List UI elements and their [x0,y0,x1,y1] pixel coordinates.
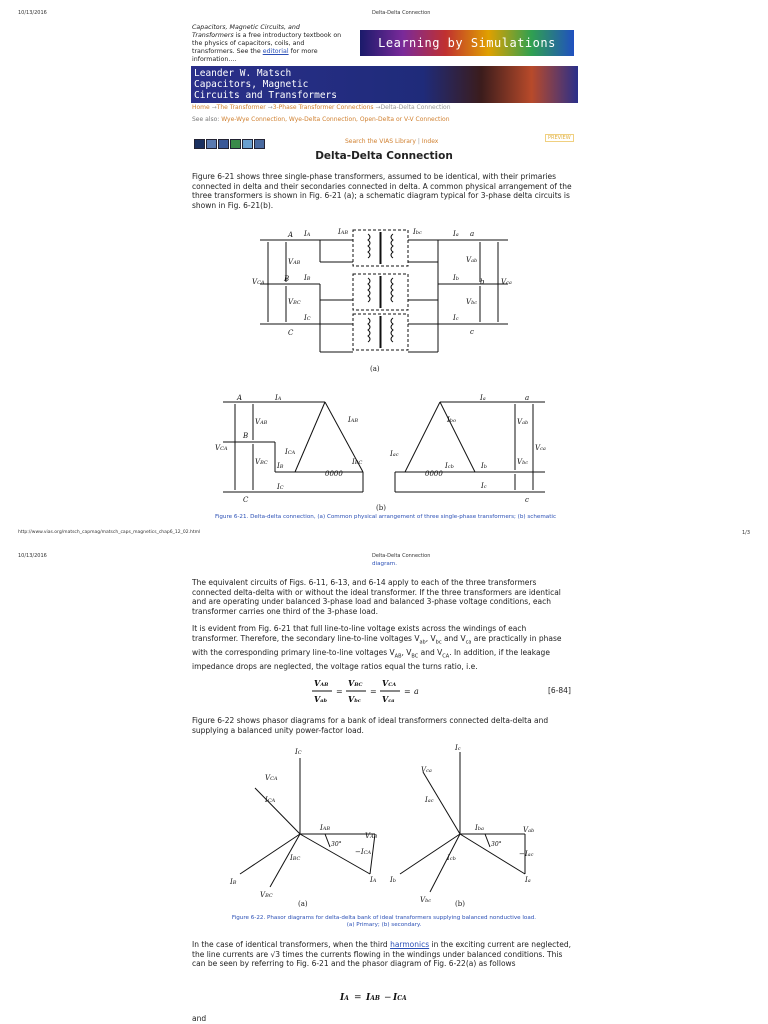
see-also: See also: Wye-Wye Connection, Wye-Delta Connection, Open-Delta or V-V Connection [192,116,450,123]
svg-text:Vab: Vab [523,826,535,834]
figure-6-22-diagram [225,742,555,910]
svg-text:VCA: VCA [382,678,397,688]
svg-text:Vca: Vca [535,444,546,452]
svg-text:IAB: IAB [366,993,380,1003]
svg-text:b: b [480,278,485,286]
breadcrumb-current: Delta-Delta Connection [380,104,451,111]
svg-text:c: c [525,496,529,504]
share-icon-1[interactable] [194,139,205,149]
svg-text:−ICA: −ICA [355,848,372,856]
svg-text:Vca: Vca [501,278,512,286]
svg-text:IC: IC [304,314,311,322]
equation-line-current [338,988,418,1004]
svg-text:Icb: Icb [447,854,456,862]
and-text: and [192,1014,207,1023]
svg-text:VCA: VCA [215,444,228,452]
preview-badge[interactable]: PREVIEW [545,134,574,142]
figure-6-21a-label: (a) [370,365,380,373]
svg-text:VBC: VBC [348,678,363,688]
simulations-banner[interactable] [360,30,574,56]
breadcrumb-transformer[interactable]: The Transformer [216,104,266,111]
svg-text:Ib: Ib [481,462,487,470]
svg-text:VBC: VBC [255,458,268,466]
svg-text:VCA: VCA [265,774,278,782]
book-title-line2: Circuits and Transformers [194,90,337,101]
svg-text:Ic: Ic [453,314,459,322]
svg-text:Ia: Ia [525,876,531,884]
svg-text:IA: IA [304,230,311,238]
breadcrumb-home[interactable]: Home [192,104,210,111]
paragraph-3: It is evident from Fig. 6-21 that full line-to-line voltage exists across the windings of each transformer. Therefore, the secondary line-to-line voltages $V_{ab}$, $V_{bc}$ and $V_{ca}$ are practically in phase with the corresponding primary line-to-line voltages $V_{AB}$, $V_{BC}$ and $V_{CA}$. In addition, if the leakage impedance drops are neglected, the voltage ratios equal the turns ratio, i.e. [192,624,562,671]
svg-text:IC: IC [295,748,302,756]
paragraph-5: In the case of identical transformers, when the third harmonics in the exciting current are neglected, the line currents are √3 times the currents flowing in the windings under balanced conditions. This can be seen by referring to Fig. 6-21 and the phasor diagram of Fig. 6-22(a) as follows [192,940,571,969]
svg-text:Ibo: Ibo [447,416,456,424]
svg-text:A: A [237,394,243,402]
book-banner[interactable] [191,66,578,103]
svg-text:Ibc: Ibc [413,228,422,236]
svg-text:IBC: IBC [290,854,301,862]
svg-text:IAB: IAB [348,416,359,424]
paragraph-2: The equivalent circuits of Figs. 6-11, 6-13, and 6-14 apply to each of the three transformers connected delta-delta with or without the ideal transformer. If the three transformers are identical and are operating under balanced 3-phase load and balanced 3-phase voltage conditions, each transformer carries one third of the 3-phase load. [192,578,561,616]
simulations-banner-text: Learning by Simulations [378,36,556,50]
svg-text:VCA: VCA [252,278,265,286]
print-title: Delta-Delta Connection [372,10,431,16]
print-footer-page: 1/3 [742,530,751,536]
svg-text:B: B [243,432,249,440]
editorial-link[interactable]: editorial [262,48,289,55]
svg-text:Vab: Vab [466,256,478,264]
svg-text:Vca: Vca [382,694,395,704]
svg-text:Vab: Vab [314,694,327,704]
svg-text:IA: IA [340,993,349,1003]
equation-6-84 [310,674,430,708]
svg-text:−: − [384,993,392,1003]
svg-text:=: = [336,687,343,696]
svg-text:=: = [404,687,411,696]
svg-text:ICA: ICA [265,796,276,804]
index-link[interactable]: Index [421,138,439,145]
svg-text:ICA: ICA [393,993,407,1003]
svg-text:Ia: Ia [480,394,486,402]
svg-text:Ic: Ic [481,482,487,490]
svg-text:Icb: Icb [445,462,454,470]
svg-text:c: c [470,328,474,336]
svg-text:VAB: VAB [288,258,301,266]
caption-continued: diagram. [372,561,398,567]
svg-text:VAB: VAB [314,678,329,688]
svg-text:B: B [284,275,290,283]
svg-text:IAB: IAB [320,824,331,832]
figure-6-21b-label: (b) [376,504,386,512]
svg-text:IA: IA [370,876,377,884]
twitter-icon[interactable] [242,139,253,149]
print-date-2: 10/13/2016 [18,553,47,559]
print-date: 10/13/2016 [18,10,47,16]
facebook-icon[interactable] [218,139,229,149]
breadcrumb-3phase[interactable]: 3-Phase Transformer Connections [272,104,374,111]
svg-text:IAB: IAB [338,228,349,236]
svg-text:Iac: Iac [425,796,434,804]
svg-text:VBC: VBC [260,891,273,899]
equation-number: [6-84] [548,686,571,695]
see-also-links[interactable]: Wye-Wye Connection, Wye-Delta Connection, Open-Delta or V-V Connection [221,116,450,123]
figure-6-22a-label: (a) [298,900,308,908]
svg-text:Vca: Vca [421,766,432,774]
svg-text:IC: IC [277,483,284,491]
figure-6-22-caption: Figure 6-22. Phasor diagrams for delta-delta bank of ideal transformers supplying balanced nonductive load. (a) Primary; (b) secondary. [231,915,537,928]
paragraph-4: Figure 6-22 shows phasor diagrams for a bank of ideal transformers connected delta-delta and supplying a balanced unity power-factor load. [192,716,549,735]
svg-text:a: a [470,230,475,238]
svg-text:=: = [354,993,362,1003]
svg-text:Vab: Vab [517,418,529,426]
print-footer-url: http://www.vias.org/matsch_capmag/matsch_caps_magnetics_chap6_12_02.html [18,530,201,535]
svg-text:Ib: Ib [390,876,396,884]
svg-text:0000: 0000 [325,470,343,478]
svg-text:VBC: VBC [288,298,301,306]
share-icon-4[interactable] [230,139,241,149]
svg-text:Vbc: Vbc [517,458,529,466]
paragraph-1: Figure 6-21 shows three single-phase transformers, assumed to be identical, with their primaries connected in delta and their secondaries connected in delta. A common physical arrangement of the three transformers is shown in Fig. 6-21 (a); a schematic diagram typical for 3-phase delta circuits is shown in Fig. 6-21(b). [192,172,572,210]
svg-text:IB: IB [304,274,311,282]
print-icon[interactable] [206,139,217,149]
svg-text:C: C [288,329,294,337]
svg-text:IA: IA [275,394,282,402]
svg-text:0000: 0000 [425,470,443,478]
breadcrumb: Home →The Transformer →3-Phase Transformer Connections →Delta-Delta Connection [192,104,451,111]
page-title: Delta-Delta Connection [315,150,453,162]
svg-text:C: C [243,496,249,504]
svg-text:A: A [288,231,294,239]
figure-6-22b-label: (b) [455,900,465,908]
svg-text:Vbc: Vbc [420,896,432,904]
svg-text:30°: 30° [491,841,502,848]
svg-text:Iba: Iba [475,824,484,832]
figure-6-21b-diagram [215,392,550,504]
svg-text:−Iac: −Iac [519,850,534,858]
intro-text: Capacitors, Magnetic Circuits, and Transformers is a free introductory textbook on the physics of capacitors, coils, and transformers. See the editorial for more information.... [192,24,342,63]
svg-text:Ia: Ia [453,230,459,238]
search-library-link[interactable]: Search the VIAS Library [345,138,416,145]
svg-text:Ib: Ib [453,274,459,282]
svg-text:IB: IB [277,462,284,470]
svg-text:Vbc: Vbc [348,694,361,704]
harmonics-link[interactable]: harmonics [390,940,430,949]
search-bar: Search the VIAS Library | Index [345,138,439,145]
book-author: Leander W. Matsch [194,68,292,79]
svg-text:Vbc: Vbc [466,298,478,306]
svg-text:VAB: VAB [255,418,268,426]
svg-text:30°: 30° [331,841,342,848]
email-icon[interactable] [254,139,265,149]
svg-text:VAB: VAB [365,832,378,840]
print-title-2: Delta-Delta Connection [372,553,431,559]
figure-6-21-caption: Figure 6-21. Delta-delta connection, (a) Common physical arrangement of three single-phase transformers; (b) schematic [215,514,557,520]
svg-text:a: a [525,394,530,402]
book-title-line1: Capacitors, Magnetic [194,79,309,90]
svg-text:a: a [414,687,419,696]
svg-text:=: = [370,687,377,696]
svg-text:Ic: Ic [455,744,461,752]
figure-6-21a-diagram [248,222,520,370]
svg-text:IBC: IBC [352,458,363,466]
svg-text:Iac: Iac [390,450,399,458]
svg-text:IB: IB [230,878,237,886]
svg-text:ICA: ICA [285,448,296,456]
